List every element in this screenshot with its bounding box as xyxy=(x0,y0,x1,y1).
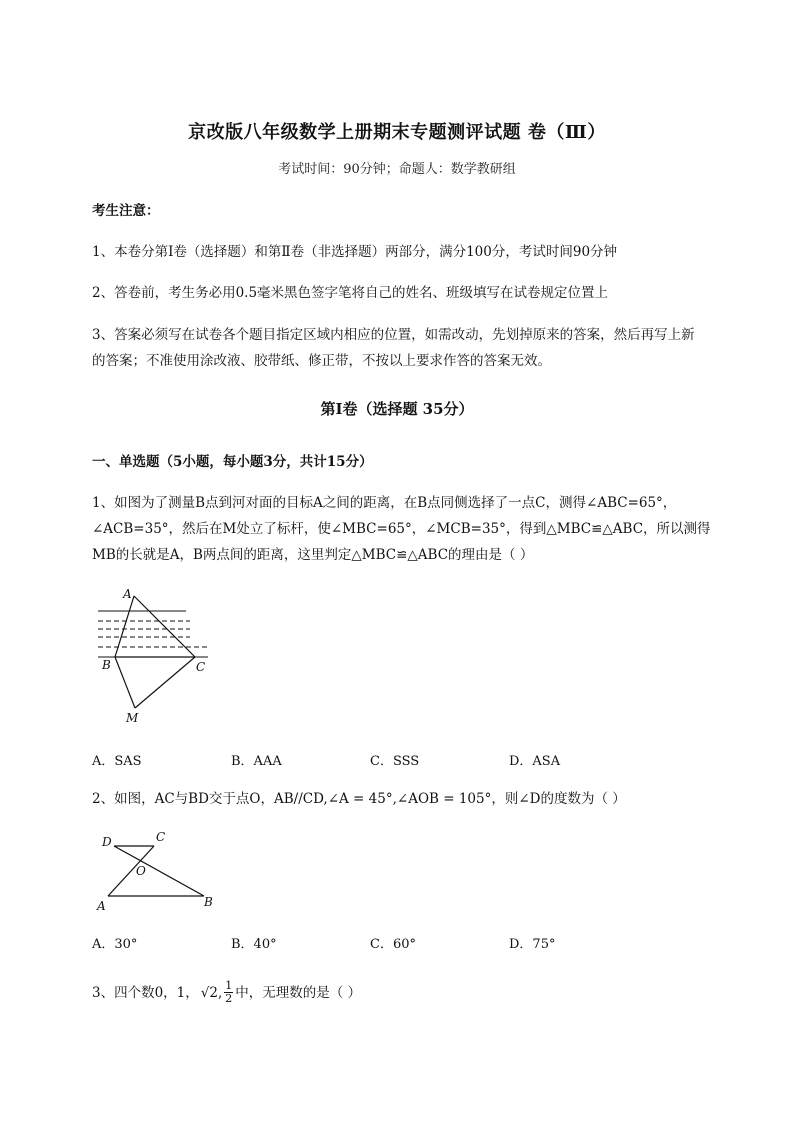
q2-label-c: C xyxy=(156,830,166,844)
q2-option-b[interactable]: B．40° xyxy=(231,937,277,952)
q1-line-1: 1、如图为了测量B点到河对面的目标A之间的距离，在B点同侧选择了一点C，测得∠ABC=65°， xyxy=(92,495,677,511)
q1-label-c: C xyxy=(196,660,206,674)
q2-label-o: O xyxy=(136,864,146,878)
q2-label-a: A xyxy=(97,899,106,913)
q2-option-a[interactable]: A．30° xyxy=(92,937,138,952)
q1-river-figure xyxy=(90,584,220,729)
q2-label-d: D xyxy=(102,835,112,849)
q1-label-a: A xyxy=(123,587,132,601)
q2-option-c[interactable]: C．60° xyxy=(370,937,416,952)
q3-fraction xyxy=(224,980,233,1005)
q3-line xyxy=(92,980,361,1005)
q1-option-a[interactable]: A．SAS xyxy=(92,754,142,769)
q1-line-3: MB的长就是A，B两点间的距离，这里判定△MBC≌△ABC的理由是（ ） xyxy=(92,547,534,563)
q1-option-c[interactable]: C．SSS xyxy=(370,754,420,769)
page-title: 京改版八年级数学上册期末专题测评试题 卷（Ⅲ） xyxy=(188,122,606,143)
notice-item-2: 2、答卷前，考生务必用0.5毫米黑色签字笔将自己的姓名、班级填写在试卷规定位置上 xyxy=(92,285,609,301)
q2-figure xyxy=(92,826,222,914)
q1-line-2: ∠ACB=35°，然后在M处立了标杆，使∠MBC=65°，∠MCB=35°，得到△MBC≌△ABC，所以测得 xyxy=(92,521,711,537)
q2-option-d[interactable]: D．75° xyxy=(509,937,556,952)
notice-item-1: 1、本卷分第I卷（选择题）和第Ⅱ卷（非选择题）两部分，满分100分，考试时间90分钟 xyxy=(92,244,618,260)
q1-label-b: B xyxy=(102,658,111,672)
q1-label-m: M xyxy=(126,711,139,725)
notice-item-3: 3、答案必须写在试卷各个题目指定区域内相应的位置，如需改动，先划掉原来的答案，然后再写上新 xyxy=(92,327,695,343)
q1-option-b[interactable]: B．AAA xyxy=(231,754,282,769)
notice-heading: 考生注意： xyxy=(92,203,160,219)
q3-frac-den: 2 xyxy=(225,992,233,1005)
q3-sqrt: √2 xyxy=(200,984,218,1001)
q3-suffix: 中，无理数的是（ ） xyxy=(235,984,362,1001)
q3-frac-num: 1 xyxy=(225,979,233,992)
section-title: 第I卷（选择题 35分） xyxy=(320,400,474,418)
q3-prefix: 3、四个数0，1， xyxy=(92,984,199,1001)
q2-line-1: 2、如图，AC与BD交于点O，AB//CD,∠A = 45°,∠AOB = 105°，则∠D的度数为（ ） xyxy=(92,791,626,807)
q1-option-d[interactable]: D．ASA xyxy=(509,754,561,769)
notice-item-3-cont: 的答案；不准使用涂改液、胶带纸、修正带，不按以上要求作答的答案无效。 xyxy=(92,353,551,369)
q3-sep: , xyxy=(217,984,223,1001)
exam-info: 考试时间：90分钟；命题人：数学教研组 xyxy=(278,162,516,177)
part-heading: 一、单选题（5小题，每小题3分，共计15分） xyxy=(92,454,373,470)
q2-label-b: B xyxy=(204,895,213,909)
